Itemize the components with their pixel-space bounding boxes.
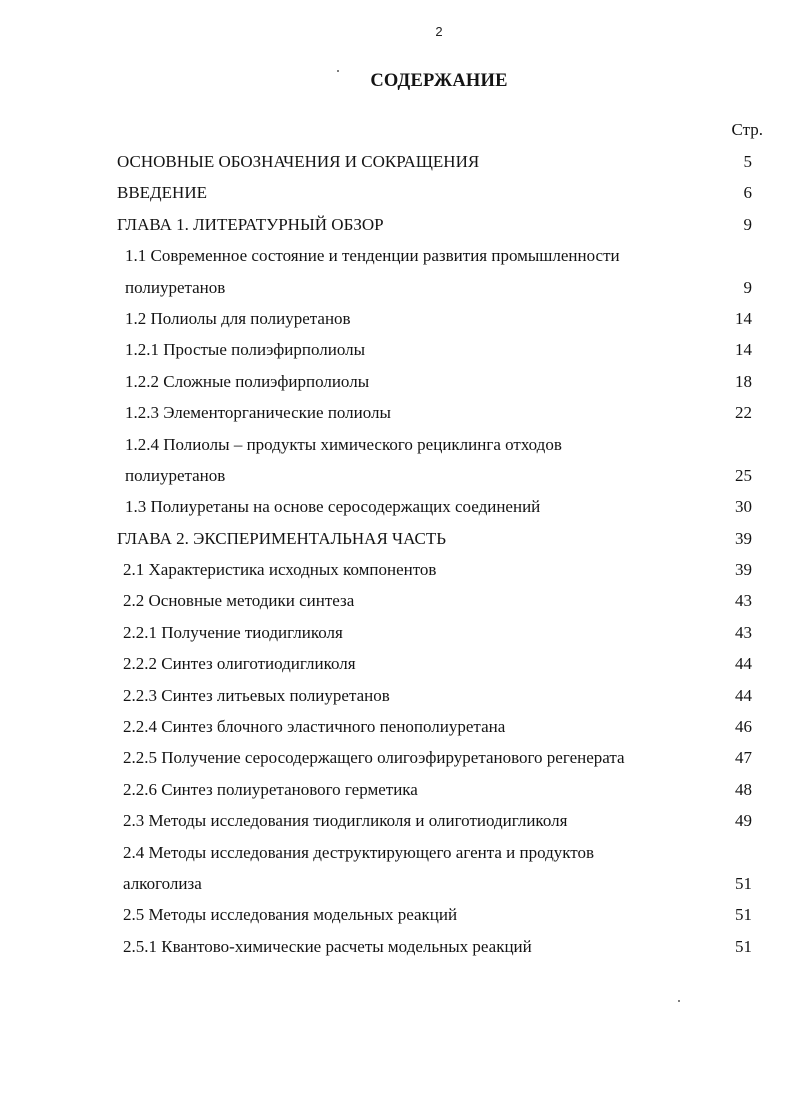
toc-entry bbox=[0, 648, 798, 679]
toc-entry-page: 47 bbox=[735, 748, 752, 768]
toc-entry-text: полиуретанов bbox=[125, 277, 226, 297]
toc-entry-text: 2.2.3 Синтез литьевых полиуретанов bbox=[123, 685, 390, 705]
toc-entry-page: 39 bbox=[735, 560, 752, 580]
toc-entry-page: 51 bbox=[735, 905, 752, 925]
toc-entry bbox=[0, 585, 798, 616]
toc-entry bbox=[0, 523, 798, 554]
toc-entry bbox=[0, 366, 798, 397]
toc-entry bbox=[0, 429, 798, 460]
toc-entry-page: 43 bbox=[735, 591, 752, 611]
toc-entry bbox=[0, 774, 798, 805]
toc-entry-text: ГЛАВА 1. ЛИТЕРАТУРНЫЙ ОБЗОР bbox=[117, 214, 384, 234]
toc-entry-text: алкоголиза bbox=[123, 873, 202, 893]
toc-entry-page: 49 bbox=[735, 811, 752, 831]
toc-entry bbox=[0, 554, 798, 585]
toc-entry-text: 2.1 Характеристика исходных компонентов bbox=[123, 560, 437, 580]
toc-entry bbox=[0, 272, 798, 303]
toc-entry bbox=[0, 146, 798, 177]
toc-entry bbox=[0, 868, 798, 899]
toc-entry-text: 2.2.2 Синтез олиготиодигликоля bbox=[123, 654, 356, 674]
toc-entry-page: 14 bbox=[735, 340, 752, 360]
toc-entry bbox=[0, 837, 798, 868]
toc-entry-text: 2.5 Методы исследования модельных реакций bbox=[123, 905, 458, 925]
toc-entry bbox=[0, 209, 798, 240]
toc-entry-page: 30 bbox=[735, 497, 752, 517]
toc-entry-page: 51 bbox=[735, 873, 752, 893]
toc-entry-text: 2.2.4 Синтез блочного эластичного пенополиуретана bbox=[123, 717, 506, 737]
toc-entry-page: 18 bbox=[735, 371, 752, 391]
toc-entry-text: 1.2.3 Элементорганические полиолы bbox=[125, 403, 391, 423]
toc-entry-text: 1.2.4 Полиолы – продукты химического рециклинга отходов bbox=[125, 434, 562, 454]
toc-title: СОДЕРЖАНИЕ bbox=[370, 71, 508, 91]
toc-entry bbox=[0, 240, 798, 271]
toc-entry-page: 5 bbox=[743, 152, 752, 171]
toc-entry-text: 1.1 Современное состояние и тенденции развития промышленности bbox=[125, 246, 620, 266]
toc-entry-text: 1.2.1 Простые полиэфирполиолы bbox=[125, 340, 366, 360]
toc-entry bbox=[0, 303, 798, 334]
toc-entry-text: ОСНОВНЫЕ ОБОЗНАЧЕНИЯ И СОКРАЩЕНИЯ bbox=[117, 152, 480, 171]
toc-entry-page: 46 bbox=[735, 717, 752, 737]
toc-entry-page: 44 bbox=[735, 654, 752, 674]
toc-entry-text: 2.2.6 Синтез полиуретанового герметика bbox=[123, 779, 418, 799]
toc-entry-text: ГЛАВА 2. ЭКСПЕРИМЕНТАЛЬНАЯ ЧАСТЬ bbox=[117, 528, 447, 548]
toc-entry-page: 51 bbox=[735, 936, 752, 956]
toc-entry-page: 43 bbox=[735, 622, 752, 642]
toc-entry-text: 2.2.1 Получение тиодигликоля bbox=[123, 622, 343, 642]
toc-entry bbox=[0, 491, 798, 522]
toc-list bbox=[0, 146, 798, 962]
toc-entry bbox=[0, 397, 798, 428]
toc-entry-text: 2.3 Методы исследования тиодигликоля и олиготиодигликоля bbox=[123, 811, 568, 831]
toc-entry bbox=[0, 460, 798, 491]
scan-speck bbox=[678, 1000, 680, 1002]
toc-entry-page: 9 bbox=[743, 214, 752, 234]
page-number: 2 bbox=[435, 24, 443, 39]
toc-entry-page: 22 bbox=[735, 403, 752, 423]
toc-entry-text: 2.4 Методы исследования деструктирующего агента и продуктов bbox=[123, 842, 595, 862]
toc-entry-page: 9 bbox=[743, 277, 752, 297]
toc-entry bbox=[0, 680, 798, 711]
toc-entry bbox=[0, 617, 798, 648]
toc-entry-text: 2.5.1 Квантово-химические расчеты модельных реакций bbox=[123, 936, 532, 956]
toc-entry bbox=[0, 931, 798, 962]
page-column-label: Стр. bbox=[731, 120, 763, 139]
toc-entry-page: 14 bbox=[735, 308, 752, 328]
toc-entry bbox=[0, 177, 798, 208]
toc-entry-text: 1.3 Полиуретаны на основе серосодержащих соединений bbox=[125, 497, 541, 517]
toc-entry-text: 2.2.5 Получение серосодержащего олигоэфируретанового регенерата bbox=[123, 748, 625, 768]
toc-entry-page: 39 bbox=[735, 528, 752, 548]
toc-entry-text: 2.2 Основные методики синтеза bbox=[123, 591, 355, 611]
toc-entry-text: 1.2.2 Сложные полиэфирполиолы bbox=[125, 371, 370, 391]
toc-entry-page: 48 bbox=[735, 779, 752, 799]
toc-entry-page: 6 bbox=[743, 183, 752, 203]
toc-entry bbox=[0, 334, 798, 365]
toc-entry-page: 25 bbox=[735, 465, 752, 485]
toc-entry-text: полиуретанов bbox=[125, 465, 226, 485]
toc-entry-text: 1.2 Полиолы для полиуретанов bbox=[125, 308, 351, 328]
toc-entry bbox=[0, 742, 798, 773]
toc-entry-text: ВВЕДЕНИЕ bbox=[117, 183, 207, 203]
toc-entry bbox=[0, 805, 798, 836]
toc-entry bbox=[0, 899, 798, 930]
toc-entry bbox=[0, 711, 798, 742]
toc-entry-page: 44 bbox=[735, 685, 752, 705]
